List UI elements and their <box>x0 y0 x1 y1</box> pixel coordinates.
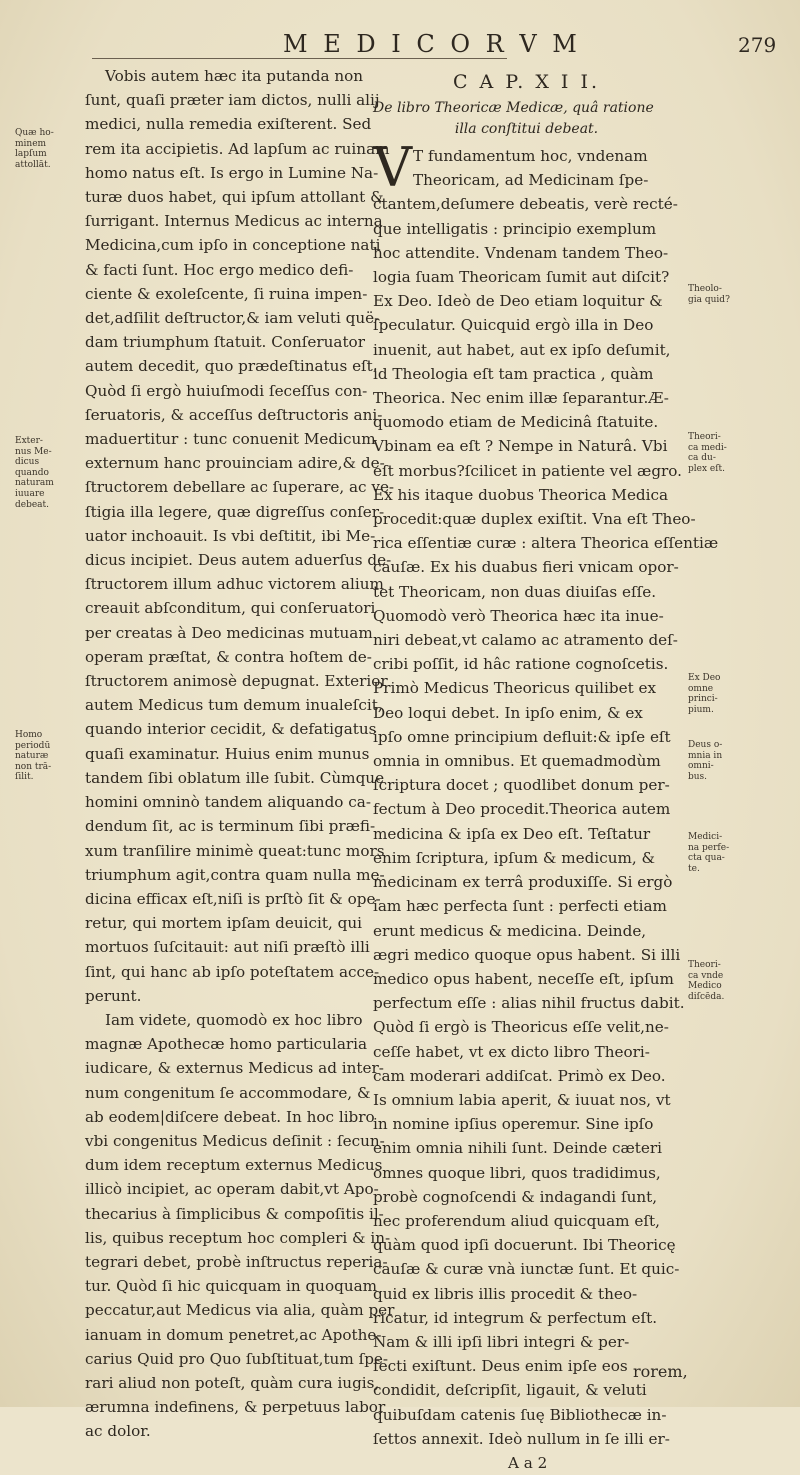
text-line: medicina & ipſa ex Deo eſt. Teſtatur <box>373 824 651 843</box>
text-line: Primò Medicus Theoricus quilibet ex <box>373 679 657 698</box>
text-line: que intelligatis : principio exemplum <box>373 219 657 238</box>
margin-note-theorica-unde: Theori- ca vnde Medico diſcēda. <box>688 960 725 1002</box>
text-line: ſcriptura docet ; quodlibet donum per- <box>373 776 670 795</box>
text-line: lis, quibus receptum hoc compleri & in- <box>85 1228 391 1247</box>
margin-note-theologia: Theolo- gia quid? <box>688 284 730 305</box>
text-line: medico opus habent, neceſſe eſt, ipſum <box>373 969 674 988</box>
text-line: ab eodem|diſcere debeat. In hoc libro <box>85 1107 375 1126</box>
running-head: M E D I C O R V M <box>283 30 581 58</box>
text-line: illicò incipiet, ac operam dabit,vt Apo- <box>85 1180 379 1199</box>
text-line: Theoricam, ad Medicinam ſpe- <box>413 171 649 190</box>
margin-note-medicina-perfecta: Medici- na perfe- cta qua- te. <box>688 832 730 874</box>
text-line: ipſo omne principium defluit:& ipſe eſt <box>373 727 671 746</box>
text-line: vbi congenitus Medicus deſinit : ſecun- <box>85 1131 385 1150</box>
text-line: quàm quod ipſi docuerunt. Ibi Theoricę <box>373 1236 676 1255</box>
text-line: retur, qui mortem ipſam deuicit, qui <box>85 914 363 933</box>
text-line: Iam videte, quomodò ex hoc libro <box>105 1010 363 1029</box>
signature-line <box>373 1451 680 1475</box>
text-line: medicinam ex terrâ produxiſſe. Si ergò <box>373 873 673 892</box>
text-line: ſtructorem animosè depugnat. Exterior <box>85 672 388 691</box>
text-line: tur. Quòd ſi hic quicquam in quoquam <box>85 1277 378 1296</box>
chapter-title-line: illa conſtitui debeat. <box>454 121 599 137</box>
drop-cap: V <box>373 136 412 199</box>
text-line: homini omninò tandem aliquando ca- <box>85 793 371 812</box>
text-line: fectum à Deo procedit.Theorica autem <box>373 800 671 819</box>
text-line: enim ſcriptura, ipſum & medicum, & <box>373 848 656 867</box>
margin-note-homo-periodus: Homo periodū naturæ non trā- ſilit. <box>15 730 52 783</box>
text-line: dendum ſit, ac is terminum ſibi præfi- <box>85 817 376 836</box>
text-line: Ex Deo. Ideò de Deo etiam loquitur & <box>373 292 663 311</box>
text-line: xum tranſilire minimè queat:tunc mors <box>85 841 385 860</box>
text-line: medici, nulla remedia exiſterent. Sed <box>85 115 372 134</box>
text-line: triumphum agit,contra quam nulla me- <box>85 865 385 884</box>
text-line: magnæ Apothecæ homo particularia <box>85 1035 368 1054</box>
text-line: ſettos annexit. Ideò nullum in ſe illi er- <box>373 1429 670 1448</box>
text-line: nec proferendum aliud quicquam eſt, <box>373 1211 660 1230</box>
text-line: Theorica. Nec enim illæ ſeparantur.Æ- <box>373 389 669 408</box>
text-line: condidit, deſcripſit, ligauit, & veluti <box>373 1381 647 1400</box>
margin-note-homo-lapsum: Quæ ho- minem lapſum attollāt. <box>15 128 54 170</box>
text-line: iam hæc perfecta ſunt : perfecti etiam <box>373 897 667 916</box>
text-line: carius Quid pro Quo ſubſtituat,tum ſpe- <box>85 1349 389 1368</box>
text-line: ærumna indefinens, & perpetuus labor <box>85 1398 386 1417</box>
text-line: ſunt, quaſi præter iam dictos, nulli alij <box>85 91 380 110</box>
text-line: uator inchoauit. Is vbi deſtitit, ibi Me- <box>85 526 376 545</box>
text-line: Quomodò verò Theorica hæc ita inue- <box>373 606 664 625</box>
left-text-column <box>85 64 395 1444</box>
text-line: Ex his itaque duobus Theorica Medica <box>373 485 669 504</box>
text-line: enim omnia nihili ſunt. Deinde cæteri <box>373 1139 663 1158</box>
text-line: autem decedit, quo prædeſtinatus eſt. <box>85 357 378 376</box>
text-line: tegrari debet, probè inſtructus reperia- <box>85 1252 388 1271</box>
text-line: probè cognoſcendi & indagandi ſunt, <box>373 1187 658 1206</box>
margin-note-ex-deo: Ex Deo omne princi- pium. <box>688 673 721 715</box>
text-line: det,adſilit deſtructor,& iam veluti quë- <box>85 309 380 328</box>
text-line: turæ duos habet, qui ipſum attollant & <box>85 188 384 207</box>
margin-note-theorica-duplex: Theori- ca medi- ca du- plex eſt. <box>688 432 727 474</box>
text-line: ciente & exoleſcente, ſi ruina impen- <box>85 284 368 303</box>
text-line: T fundamentum hoc, vndenam <box>413 147 648 165</box>
catchword: rorem, <box>633 1362 688 1381</box>
text-line: num congenitum ſe accommodare, & <box>85 1083 371 1102</box>
text-line: cauſæ. Ex his duabus fieri vnicam opor- <box>373 558 679 577</box>
text-line: per creatas à Deo medicinas mutuam <box>85 623 373 642</box>
text-line: & facti ſunt. Hoc ergo medico defi- <box>85 260 354 279</box>
text-line: ricatur, id integrum & perfectum eſt. <box>373 1308 658 1327</box>
margin-note-deus-omnia: Deus o- mnia in omni- bus. <box>688 740 723 782</box>
text-line: ſpeculatur. Quicquid ergò illa in Deo <box>373 316 654 335</box>
chapter-heading: C A P. X I I. <box>452 71 600 93</box>
text-line: thecarius à ſimplicibus & compoſitis il- <box>85 1204 384 1223</box>
text-line: ctantem,deſumere debeatis, verè recté- <box>373 195 678 214</box>
text-line: Vbinam ea eſt ? Nempe in Naturâ. Vbi <box>373 437 668 456</box>
text-line: rari aliud non poteſt, quàm cura iugis, <box>85 1373 380 1392</box>
text-line: niri debeat,vt calamo ac atramento deſ- <box>373 631 678 650</box>
text-line: cribi poſſit, id hâc ratione cognoſcetis. <box>373 655 669 674</box>
text-line: Is omnium labia aperit, & iuuat nos, vt <box>373 1090 671 1109</box>
text-line: peccatur,aut Medicus via alia, quàm per <box>85 1301 395 1320</box>
text-line: quaſi examinatur. Huius enim munus <box>85 744 370 763</box>
text-line: Quòd ſi ergò huiuſmodi ſeceſſus con- <box>85 381 368 400</box>
text-line: Quòd ſi ergò is Theoricus eſſe velit,ne- <box>373 1018 669 1037</box>
text-line: perfectum eſſe : alias nihil fructus dabit. <box>373 994 685 1013</box>
text-line: hoc attendite. Vndenam tandem Theo- <box>373 243 669 262</box>
text-line: ianuam in domum penetret,ac Apothe- <box>85 1325 382 1344</box>
chapter-title <box>373 98 680 140</box>
text-line: maduertitur : tunc conuenit Medicum <box>85 430 376 449</box>
text-line: creauit abſconditum, qui conſeruatori <box>85 599 376 618</box>
text-line: logia ſuam Theoricam ſumit aut diſcit? <box>373 268 670 287</box>
text-line: perunt. <box>85 986 142 1005</box>
text-line: dam triumphum ſtatuit. Conſeruator <box>85 333 365 352</box>
text-line: autem Medicus tum demum inualeſcit, <box>85 696 383 715</box>
text-line: dicina efficax eſt,niſi is prſtò ſit & ope- <box>85 889 381 908</box>
header-rule <box>92 58 507 59</box>
text-line: dum idem receptum externus Medicus <box>85 1156 383 1175</box>
text-line: ſtructorem illum adhuc victorem alium <box>85 575 384 594</box>
text-line: mortuos ſuſcitauit: aut niſi præſtò illi <box>85 938 370 957</box>
text-line: tandem ſibi oblatum ille ſubit. Cùmque <box>85 768 385 787</box>
text-line: ac dolor. <box>85 1422 151 1441</box>
text-line: ſurrigant. Internus Medicus ac interna <box>85 212 383 231</box>
text-line: inuenit, aut habet, aut ex ipſo deſumit, <box>373 340 671 359</box>
text-line: rica eſſentiæ curæ : altera Theorica eſſentiæ <box>373 534 719 553</box>
text-line: ceſſe habet, vt ex dicto libro Theori- <box>373 1042 650 1061</box>
text-line: operam præſtat, & contra hoſtem de- <box>85 647 372 666</box>
text-line: iudicare, & externus Medicus ad inter- <box>85 1059 384 1078</box>
text-line: ſtigia illa legere, quæ digreſſus conſer- <box>85 502 385 521</box>
text-line: Vobis autem hæc ita putanda non <box>105 67 364 85</box>
text-line: quando interior cecidit, & defatigatus <box>85 720 377 739</box>
text-line: procedit:quæ duplex exiſtit. Vna eſt Theo- <box>373 510 696 529</box>
text-line: ægri medico quoque opus habent. Si illi <box>373 945 681 964</box>
text-line: ſeruatoris, & acceſſus deſtructoris ani- <box>85 405 383 424</box>
text-line: id Theologia eſt tam practica , quàm <box>373 364 654 383</box>
text-line: externum hanc prouinciam adire,& de- <box>85 454 385 473</box>
text-line: dicus incipiet. Deus autem aduerſus de- <box>85 551 392 570</box>
text-line: quomodo etiam de Medicinâ ſtatuite. <box>373 413 659 432</box>
text-line: fecti exiſtunt. Deus enim ipſe eos <box>373 1357 628 1376</box>
text-line: cam moderari addiſcat. Primò ex Deo. <box>373 1066 666 1085</box>
text-line: tet Theoricam, non duas diuiſas eſſe. <box>373 582 657 601</box>
page-number: 279 <box>738 33 777 57</box>
text-line: homo natus eſt. Is ergo in Lumine Na- <box>85 163 379 182</box>
text-line: ſint, qui hanc ab ipſo poteſtatem acce- <box>85 962 380 981</box>
text-line: omnia in omnibus. Et quemadmodùm <box>373 752 661 771</box>
margin-note-externus-medicus: Exter- nus Me- dicus quando naturam iuuare debeat. <box>15 436 54 510</box>
text-line: quibuſdam catenis ſuę Bibliothecæ in- <box>373 1405 667 1424</box>
text-line: rem ita accipietis. Ad lapſum ac ruinam <box>85 139 390 158</box>
text-line: Deo loqui debet. In ipſo enim, & ex <box>373 703 643 722</box>
text-line: quid ex libris illis procedit & theo- <box>373 1284 638 1303</box>
text-line: omnes quoque libri, quos tradidimus, <box>373 1163 661 1182</box>
text-line: ſtructorem debellare ac ſuperare, ac ve- <box>85 478 395 497</box>
text-line: Medicina,cum ipſo in conceptione nati <box>85 236 381 255</box>
chapter-title-line: De libro Theoricæ Medicæ, quâ ratione <box>373 100 654 116</box>
text-line: cauſæ & curæ vnà iunctæ ſunt. Et quic- <box>373 1260 680 1279</box>
text-line: eſt morbus?ſcilicet in patiente vel ægro. <box>373 461 683 480</box>
signature-mark: A a 2 <box>508 1453 548 1472</box>
text-line: Nam & illi ipſi libri integri & per- <box>373 1332 630 1351</box>
text-line: in nomine ipſius operemur. Sine ipſo <box>373 1115 654 1134</box>
page-header <box>0 30 800 60</box>
text-line: erunt medicus & medicina. Deinde, <box>373 921 647 940</box>
